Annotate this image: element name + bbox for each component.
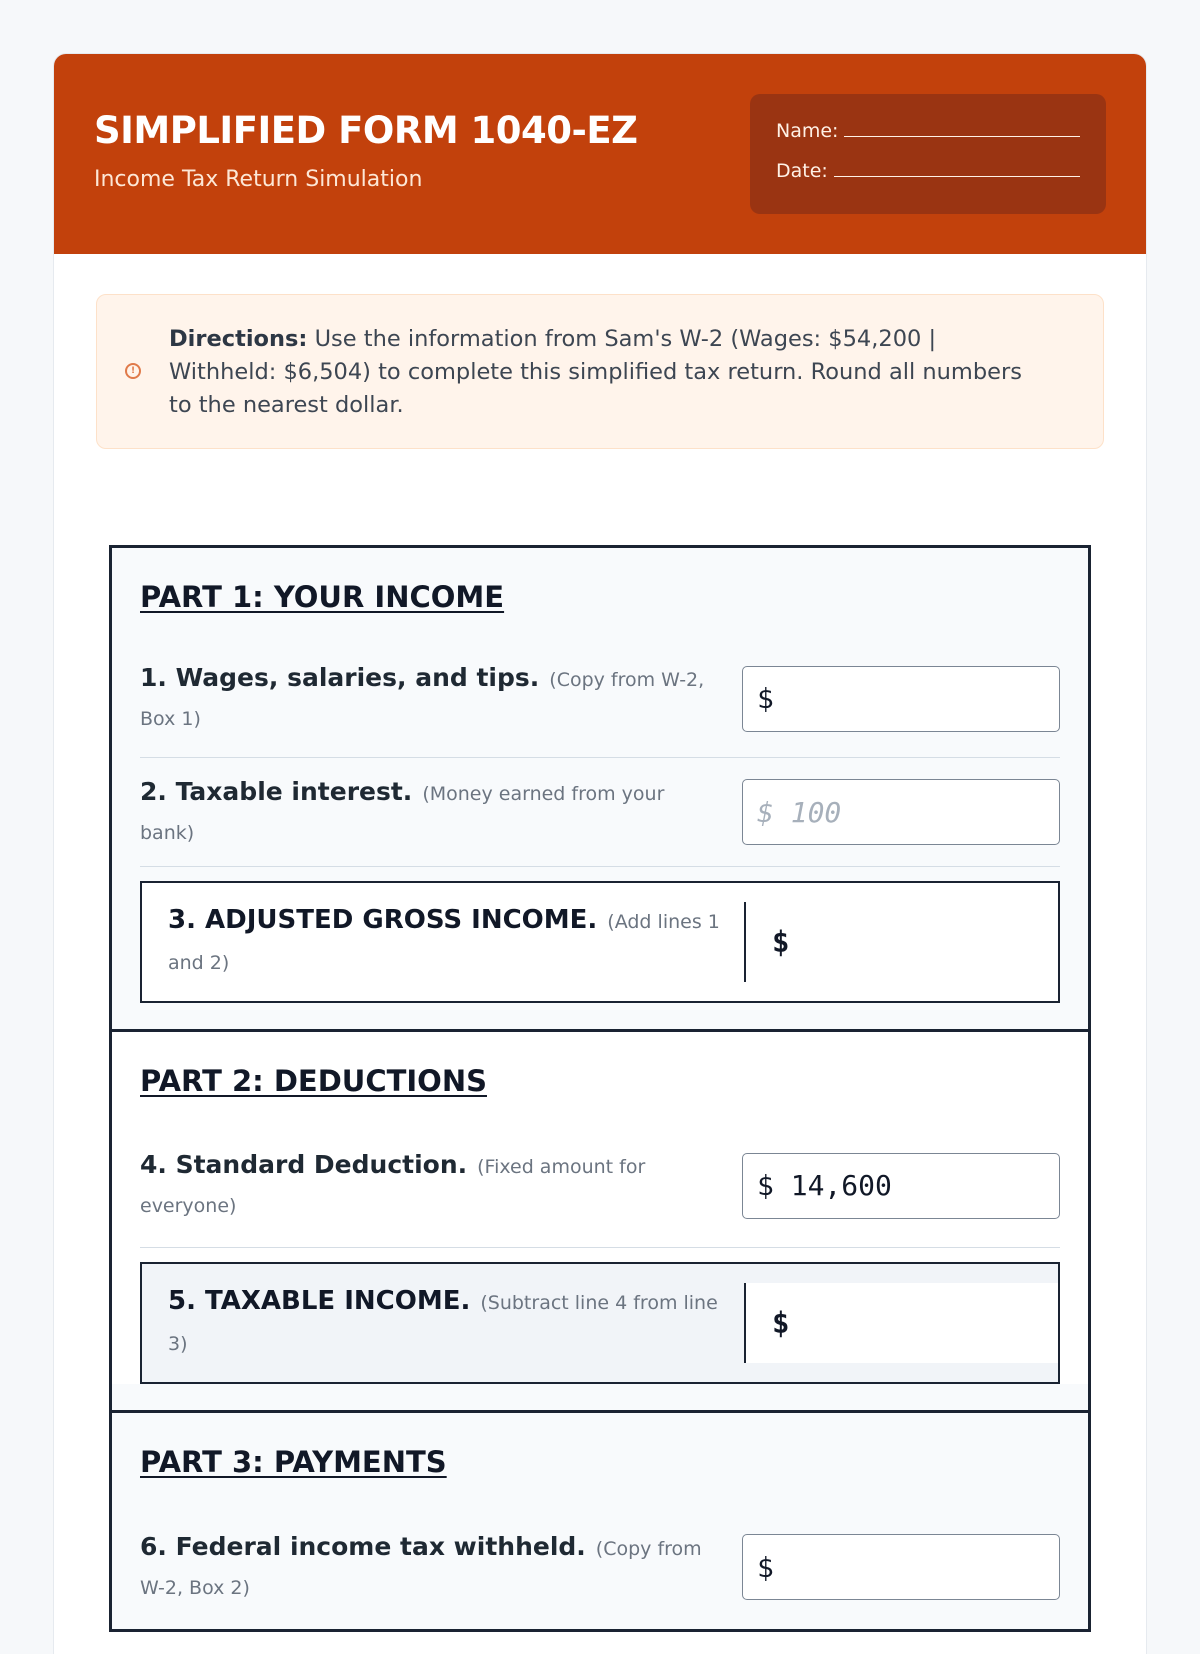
date-field[interactable] (776, 158, 1080, 198)
directions-text: Use the information from Sam's W-2 (Wages: $54,200 | Withheld: $6,504) to complete this simplified tax return. Round all numbers to the nearest dollar. (169, 326, 1022, 418)
date-label: Date: (776, 160, 828, 182)
line-6-input[interactable]: $ (742, 1534, 1060, 1600)
line-1-label-group (140, 658, 730, 739)
line-1-wages (140, 640, 1060, 758)
part-3-payments (112, 1410, 1088, 1629)
line-4-standard-deduction (140, 1124, 1060, 1248)
directions-callout (96, 294, 1104, 449)
line-2-hint: (Money earned from your bank) (140, 782, 665, 844)
line-2-interest (140, 758, 1060, 867)
line-1-label: 1. Wages, salaries, and tips. (140, 663, 540, 692)
line-2-input[interactable]: $ 100 (742, 779, 1060, 845)
line-6-label-group (140, 1527, 730, 1608)
line-6-label: 6. Federal income tax withheld. (140, 1531, 586, 1561)
line-3-label-group (142, 900, 744, 984)
line-4-label: 4. Standard Deduction. (140, 1150, 468, 1179)
name-blank[interactable] (844, 118, 1080, 137)
line-4-label-group (140, 1145, 730, 1226)
name-date-box (750, 94, 1106, 214)
line-1-input[interactable]: $ (742, 666, 1060, 732)
directions-label: Directions: (169, 326, 308, 352)
line-5-label: 5. TAXABLE INCOME. (168, 1286, 471, 1316)
line-5-hint: (Subtract line 4 from line 3) (168, 1292, 718, 1355)
name-field[interactable] (776, 118, 1080, 158)
line-1-hint: (Copy from W-2, Box 1) (140, 669, 705, 730)
date-blank[interactable] (834, 158, 1080, 177)
line-5-input[interactable]: $ (744, 1283, 1058, 1363)
line-4-hint: (Fixed amount for everyone) (140, 1156, 646, 1217)
form-subtitle: Income Tax Return Simulation (94, 167, 423, 192)
line-3-input[interactable]: $ (744, 902, 1058, 982)
part-3-title: PART 3: PAYMENTS (140, 1445, 447, 1479)
line-4-input[interactable]: $ 14,600 (742, 1153, 1060, 1219)
line-2-label-group (140, 772, 730, 853)
line-5-label-group (142, 1281, 744, 1365)
part-2-title: PART 2: DEDUCTIONS (140, 1064, 487, 1098)
line-6-hint: (Copy from W-2, Box 2) (140, 1537, 702, 1599)
line-5-taxable-income (140, 1262, 1060, 1384)
tax-form (109, 545, 1091, 1632)
line-3-label: 3. ADJUSTED GROSS INCOME. (168, 905, 598, 935)
form-title: SIMPLIFIED FORM 1040-EZ (94, 109, 638, 152)
line-6-withheld (140, 1505, 1060, 1629)
info-icon: ! (125, 363, 141, 379)
part-1-income (112, 548, 1088, 1003)
line-3-agi (140, 881, 1060, 1003)
part-2-deductions (112, 1029, 1088, 1384)
name-label: Name: (776, 120, 839, 142)
part-1-title: PART 1: YOUR INCOME (140, 580, 505, 614)
line-2-label: 2. Taxable interest. (140, 776, 413, 806)
form-header (54, 54, 1146, 254)
line-3-hint: (Add lines 1 and 2) (168, 911, 720, 974)
worksheet (54, 54, 1146, 1654)
